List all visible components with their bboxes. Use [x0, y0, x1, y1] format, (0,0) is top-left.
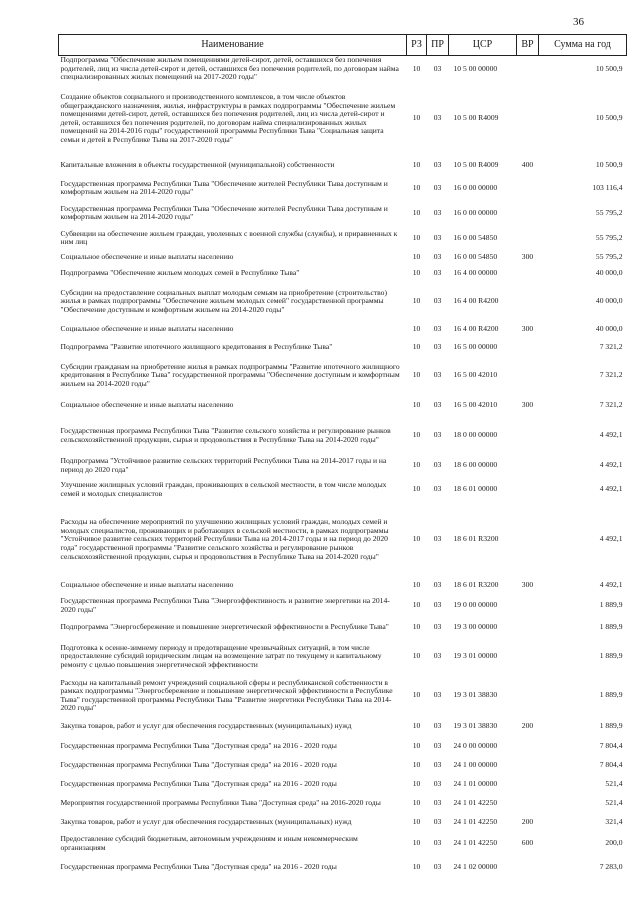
- table-cell-name: Государственная программа Республики Тыва "Обеспечение жителей Республики Тыва доступным и комфортным жильем на 2014-2020 годы": [60, 203, 388, 222]
- table-row: [59, 595, 627, 617]
- table-cell-csr: 24 0 00 00000: [453, 741, 498, 751]
- table-cell-rz: 10: [412, 838, 421, 848]
- table-cell-csr: 19 3 01 38830: [453, 690, 498, 700]
- table-cell-csr: 24 1 02 00000: [453, 862, 498, 872]
- header-csr: ЦСР: [449, 35, 517, 56]
- table-cell-rz: 10: [412, 798, 421, 808]
- table-header: [59, 35, 627, 56]
- table-cell-csr: 24 1 01 42250: [453, 838, 498, 848]
- table-cell-pr: 03: [433, 160, 442, 170]
- table-cell-rz: 10: [412, 232, 421, 242]
- table-cell-vr: [517, 757, 539, 775]
- table-cell-rz: 10: [412, 721, 421, 731]
- table-cell-rz: 10: [412, 600, 421, 610]
- table-cell-sum: 7 283,0: [599, 862, 623, 872]
- table-cell-csr: 24 1 01 42250: [453, 817, 498, 827]
- table-cell-rz: 10: [412, 430, 421, 440]
- table-row: [59, 339, 627, 357]
- table-cell-pr: 03: [433, 862, 442, 872]
- table-cell-name: Капитальные вложения в объекты государственной (муниципальной) собственности: [60, 160, 335, 170]
- table-cell-sum: 4 492,1: [599, 580, 623, 590]
- table-cell-vr: [517, 775, 539, 795]
- table-cell-name: Подпрограмма "Обеспечение жильем молодых семей в Республике Тыва": [60, 268, 300, 278]
- table-cell-sum: 1 889,9: [599, 622, 623, 632]
- table-cell-csr: 16 4 00 R4200: [453, 296, 499, 306]
- page-number: 36: [573, 16, 584, 28]
- table-row: [59, 82, 627, 156]
- table-cell-csr: 19 3 01 38830: [453, 721, 498, 731]
- table-row: [59, 251, 627, 265]
- table-cell-name: Государственная программа Республики Тыва "Доступная среда" на 2016 - 2020 годы: [60, 741, 337, 751]
- table-cell-sum: 4 492,1: [599, 430, 623, 440]
- table-row: [59, 201, 627, 226]
- table-cell-name: Мероприятия государственной программы Республики Тыва "Доступная среда" на 2016-2020 годы: [60, 798, 381, 808]
- table-row: [59, 855, 627, 881]
- table-cell-csr: 16 4 00 00000: [453, 268, 498, 278]
- table-cell-csr: 24 1 00 00000: [453, 760, 498, 770]
- table-cell-name: Подготовка к осенне-зимнему периоду и предотвращение чрезвычайных ситуаций, в том числе предоставление субсидий юридическим лицам на возмещение затрат по текущему и капитальному ремонту с целью повышения энергетической эффективности: [60, 642, 382, 670]
- table-cell-sum: 40 000,0: [595, 324, 623, 334]
- table-cell-name: Подпрограмма "Обеспечение жильем помещениями детей-сирот, детей, оставшихся без попечения родителей, лиц из числа детей-сирот и детей, оставшихся без попечения родителей, по договорам найма специализированных жилых помещений на 2017-2020 годы": [60, 55, 399, 82]
- header-vr: ВР: [517, 35, 539, 56]
- table-cell-csr: 10 5 00 R4009: [453, 160, 499, 170]
- table-cell-pr: 03: [433, 651, 442, 661]
- table-cell-rz: 10: [412, 342, 421, 352]
- table-cell-sum: 40 000,0: [595, 268, 623, 278]
- table-cell-rz: 10: [412, 862, 421, 872]
- table-cell-name: Расходы на обеспечение мероприятий по улучшению жилищных условий граждан, молодых семей и молодых специалистов, проживающих и работающих в сельской местности, в рамках подпрограммы "Устойчивое развитие сельских территорий Республики Тыва на 2014-2017 годы и на период до 2020 года" государственной программы "Развитие сельского хозяйства и регулирование рынков сельскохозяйственной продукции, сырья и продовольствия в Республике Тыва на 2014-2020 годы": [60, 517, 389, 561]
- table-cell-name: Государственная программа Республики Тыва "Развитие сельского хозяйства и регулирование рынков сельскохозяйственной продукции, сырья и продовольствия в Республике Тыва на 2014-2020 годы": [60, 426, 391, 444]
- table-cell-csr: 18 6 01 00000: [453, 484, 498, 494]
- table-cell-vr: 300: [521, 400, 534, 410]
- table-row: [59, 321, 627, 339]
- table-cell-vr: [517, 455, 539, 477]
- table-cell-rz: 10: [412, 207, 421, 217]
- table-cell-csr: 16 0 00 54850: [453, 252, 498, 262]
- table-cell-rz: 10: [412, 252, 421, 262]
- table-row: [59, 737, 627, 757]
- table-cell-csr: 18 6 01 R3200: [453, 534, 499, 544]
- table-cell-name: Подпрограмма "Развитие ипотечного жилищного кредитования в Республике Тыва": [60, 342, 333, 352]
- table-cell-rz: 10: [412, 534, 421, 544]
- table-cell-pr: 03: [433, 534, 442, 544]
- table-row: [59, 833, 627, 855]
- table-cell-vr: [517, 265, 539, 283]
- table-cell-sum: 521,4: [605, 798, 623, 808]
- table-cell-name: Государственная программа Республики Тыва "Доступная среда" на 2016 - 2020 годы: [60, 779, 337, 789]
- table-cell-sum: 55 795,2: [595, 232, 623, 242]
- table-cell-rz: 10: [412, 460, 421, 470]
- table-row: [59, 176, 627, 201]
- table-cell-name: Закупка товаров, работ и услуг для обеспечения государственных (муниципальных) нужд: [60, 817, 352, 827]
- header-name: Наименование: [59, 35, 407, 56]
- table-cell-vr: 300: [521, 580, 534, 590]
- table-row: [59, 675, 627, 717]
- table-cell-sum: 7 321,2: [599, 400, 623, 410]
- budget-table: [58, 34, 627, 881]
- table-cell-sum: 1 889,9: [599, 651, 623, 661]
- table-cell-pr: 03: [433, 430, 442, 440]
- table-cell-vr: [517, 855, 539, 881]
- table-cell-pr: 03: [433, 779, 442, 789]
- table-cell-csr: 10 5 00 00000: [453, 63, 498, 73]
- table-cell-sum: 103 116,4: [592, 182, 623, 192]
- table-cell-name: Субсидии на предоставление социальных выплат молодым семьям на приобретение (строительство) жилья в рамках подпрограммы "Обеспечение жильем молодых семей" государственной программы "Обеспечение доступным и комфортным жильем на 2014-2020 годы": [60, 287, 388, 315]
- table-cell-name: Социальное обеспечение и иные выплаты населению: [60, 400, 234, 410]
- table-cell-name: Создание объектов социального и производственного комплексов, в том числе объектов общегражданского назначения, жилья, инфраструктуры в рамках подпрограммы "Обеспечение жильем помещениями детей-сирот, детей, оставшихся без попечения родителей, лиц из числа детей-сирот и детей, оставшихся без попечения родителей, по договорам найма специализированных жилых помещений на 2014-2016 годы" государственной программы Республики Тыва "Социальная защита семьи и детей в Республике Тыва на 2017-2020 годы": [60, 92, 396, 144]
- table-row: [59, 775, 627, 795]
- table-cell-vr: 200: [521, 817, 534, 827]
- table-cell-rz: 10: [412, 651, 421, 661]
- table-cell-name: Социальное обеспечение и иные выплаты населению: [60, 324, 234, 334]
- table-cell-rz: 10: [412, 268, 421, 278]
- table-cell-pr: 03: [433, 63, 442, 73]
- table-cell-vr: [517, 675, 539, 717]
- table-cell-vr: [517, 795, 539, 813]
- table-cell-vr: [517, 477, 539, 503]
- table-cell-sum: 4 492,1: [599, 534, 623, 544]
- table-cell-pr: 03: [433, 600, 442, 610]
- table-row: [59, 417, 627, 455]
- table-cell-name: Субвенции на обеспечение жильем граждан, уволенных с военной службы (службы), и приравненных к ним лиц: [60, 228, 398, 247]
- table-cell-vr: [517, 226, 539, 251]
- table-cell-pr: 03: [433, 817, 442, 827]
- table-cell-sum: 521,4: [605, 779, 623, 789]
- table-cell-pr: 03: [433, 690, 442, 700]
- table-cell-csr: 16 4 00 R4200: [453, 324, 499, 334]
- table-cell-pr: 03: [433, 760, 442, 770]
- table-row: [59, 617, 627, 639]
- table-row: [59, 717, 627, 737]
- table-cell-csr: 18 6 00 00000: [453, 460, 498, 470]
- table-cell-csr: 19 0 00 00000: [453, 600, 498, 610]
- table-row: [59, 226, 627, 251]
- table-cell-vr: [517, 617, 539, 639]
- table-cell-csr: 16 0 00 00000: [453, 182, 498, 192]
- table-cell-pr: 03: [433, 113, 442, 123]
- table-row: [59, 56, 627, 82]
- table-cell-rz: 10: [412, 400, 421, 410]
- table-cell-sum: 200,0: [605, 838, 623, 848]
- table-row: [59, 757, 627, 775]
- table-body: [59, 56, 627, 881]
- table-row: [59, 813, 627, 833]
- table-cell-sum: 10 500,9: [595, 113, 623, 123]
- table-cell-pr: 03: [433, 370, 442, 380]
- table-cell-vr: [517, 82, 539, 156]
- table-cell-csr: 16 0 00 00000: [453, 207, 498, 217]
- table-cell-csr: 16 5 00 42010: [453, 400, 498, 410]
- table-cell-csr: 19 3 01 00000: [453, 651, 498, 661]
- table-cell-rz: 10: [412, 741, 421, 751]
- table-cell-sum: 1 889,9: [599, 690, 623, 700]
- table-cell-csr: 24 1 01 00000: [453, 779, 498, 789]
- table-cell-name: Государственная программа Республики Тыва "Доступная среда" на 2016 - 2020 годы: [60, 760, 337, 770]
- table-cell-sum: 7 804,4: [599, 760, 623, 770]
- table-cell-pr: 03: [433, 207, 442, 217]
- table-cell-pr: 03: [433, 182, 442, 192]
- table-cell-rz: 10: [412, 580, 421, 590]
- table-cell-sum: 7 804,4: [599, 741, 623, 751]
- table-cell-vr: [517, 737, 539, 757]
- table-cell-pr: 03: [433, 400, 442, 410]
- table-cell-sum: 55 795,2: [595, 207, 623, 217]
- table-cell-sum: 4 492,1: [599, 460, 623, 470]
- table-cell-pr: 03: [433, 268, 442, 278]
- table-cell-rz: 10: [412, 160, 421, 170]
- table-row: [59, 503, 627, 577]
- table-cell-sum: 321,4: [605, 817, 623, 827]
- table-cell-name: Государственная программа Республики Тыва "Энергоэффективность и развитие энергетики на 2014-2020 годы": [60, 596, 390, 614]
- table-row: [59, 283, 627, 321]
- header-pr: ПР: [427, 35, 449, 56]
- table-cell-pr: 03: [433, 741, 442, 751]
- table-cell-sum: 10 500,9: [595, 63, 623, 73]
- table-row: [59, 795, 627, 813]
- table-cell-name: Подпрограмма "Энергосбережение и повышение энергетической эффективности в Республике Тыва": [60, 622, 389, 632]
- table-cell-sum: 1 889,9: [599, 600, 623, 610]
- table-cell-sum: 7 321,2: [599, 370, 623, 380]
- table-cell-rz: 10: [412, 817, 421, 827]
- table-cell-name: Государственная программа Республики Тыва "Доступная среда" на 2016 - 2020 годы: [60, 862, 337, 872]
- table-cell-pr: 03: [433, 342, 442, 352]
- table-row: [59, 639, 627, 675]
- table-cell-rz: 10: [412, 690, 421, 700]
- table-cell-pr: 03: [433, 484, 442, 494]
- table-cell-csr: 18 0 00 00000: [453, 430, 498, 440]
- table-cell-name: Улучшение жилищных условий граждан, проживающих в сельской местности, в том числе молодых семей и молодых специалистов: [60, 480, 387, 498]
- table-cell-pr: 03: [433, 622, 442, 632]
- table-cell-vr: [517, 357, 539, 395]
- table-cell-name: Закупка товаров, работ и услуг для обеспечения государственных (муниципальных) нужд: [60, 721, 352, 731]
- table-cell-sum: 1 889,9: [599, 721, 623, 731]
- table-cell-vr: [517, 417, 539, 455]
- table-row: [59, 477, 627, 503]
- table-cell-name: Субсидии гражданам на приобретение жилья в рамках подпрограммы "Развитие ипотечного жилищного кредитования в Республике Тыва" государственной программы "Обеспечение доступным и комфортным жильем на 2014-2020 годы": [60, 361, 400, 389]
- table-cell-vr: 300: [521, 252, 534, 262]
- table-row: [59, 577, 627, 595]
- table-cell-pr: 03: [433, 798, 442, 808]
- table-cell-rz: 10: [412, 760, 421, 770]
- table-cell-sum: 55 795,2: [595, 252, 623, 262]
- table-cell-sum: 40 000,0: [595, 296, 623, 306]
- table-cell-vr: 600: [521, 838, 534, 848]
- table-cell-rz: 10: [412, 324, 421, 334]
- table-cell-csr: 18 6 01 R3200: [453, 580, 499, 590]
- table-cell-vr: [517, 503, 539, 577]
- table-cell-vr: 300: [521, 324, 534, 334]
- table-cell-vr: [517, 56, 539, 82]
- table-cell-vr: [517, 595, 539, 617]
- table-cell-name: Социальное обеспечение и иные выплаты населению: [60, 580, 234, 590]
- table-cell-csr: 16 5 00 42010: [453, 370, 498, 380]
- table-cell-pr: 03: [433, 721, 442, 731]
- table-row: [59, 455, 627, 477]
- table-cell-vr: 400: [521, 160, 534, 170]
- table-cell-pr: 03: [433, 324, 442, 334]
- table-cell-pr: 03: [433, 232, 442, 242]
- table-cell-rz: 10: [412, 63, 421, 73]
- table-cell-csr: 16 0 00 54850: [453, 232, 498, 242]
- table-cell-pr: 03: [433, 252, 442, 262]
- header-sum: Сумма на год: [539, 35, 627, 56]
- table-cell-name: Государственная программа Республики Тыва "Обеспечение жителей Республики Тыва доступным и комфортным жильем на 2014-2020 годы": [60, 178, 388, 197]
- table-cell-name: Социальное обеспечение и иные выплаты населению: [60, 252, 234, 262]
- table-cell-csr: 24 1 01 42250: [453, 798, 498, 808]
- table-row: [59, 357, 627, 395]
- table-cell-rz: 10: [412, 370, 421, 380]
- table-row: [59, 265, 627, 283]
- table-row: [59, 156, 627, 176]
- table-cell-vr: 200: [521, 721, 534, 731]
- table-cell-pr: 03: [433, 580, 442, 590]
- table-cell-name: Подпрограмма "Устойчивое развитие сельских территорий Республики Тыва на 2014-2017 годы и на период до 2020 года": [60, 456, 387, 474]
- table-cell-rz: 10: [412, 113, 421, 123]
- table-cell-rz: 10: [412, 296, 421, 306]
- table-cell-pr: 03: [433, 460, 442, 470]
- table-cell-name: Предоставление субсидий бюджетным, автономным учреждениям и иным некоммерческим организациям: [60, 834, 358, 852]
- table-cell-pr: 03: [433, 296, 442, 306]
- table-row: [59, 395, 627, 417]
- table-cell-sum: 7 321,2: [599, 342, 623, 352]
- table-cell-vr: [517, 176, 539, 201]
- header-rz: РЗ: [407, 35, 427, 56]
- table-cell-rz: 10: [412, 484, 421, 494]
- table-cell-sum: 10 500,9: [595, 160, 623, 170]
- table-cell-name: Расходы на капитальный ремонт учреждений социальной сферы и республиканской собственности в рамках подпрограммы "Энергосбережение и повышение энергетической эффективности в Республике Тыва" государственной программы Республики Тыва "Развитие энергетики Республики Тыва на 2014-2020 годы": [60, 677, 393, 713]
- table-cell-csr: 10 5 00 R4009: [453, 113, 499, 123]
- table-cell-vr: [517, 283, 539, 321]
- table-cell-pr: 03: [433, 838, 442, 848]
- table-cell-vr: [517, 339, 539, 357]
- table-cell-vr: [517, 201, 539, 226]
- table-cell-vr: [517, 639, 539, 675]
- table-cell-rz: 10: [412, 182, 421, 192]
- table-cell-csr: 16 5 00 00000: [453, 342, 498, 352]
- table-cell-rz: 10: [412, 622, 421, 632]
- table-cell-csr: 19 3 00 00000: [453, 622, 498, 632]
- table-cell-sum: 4 492,1: [599, 484, 623, 494]
- table-cell-rz: 10: [412, 779, 421, 789]
